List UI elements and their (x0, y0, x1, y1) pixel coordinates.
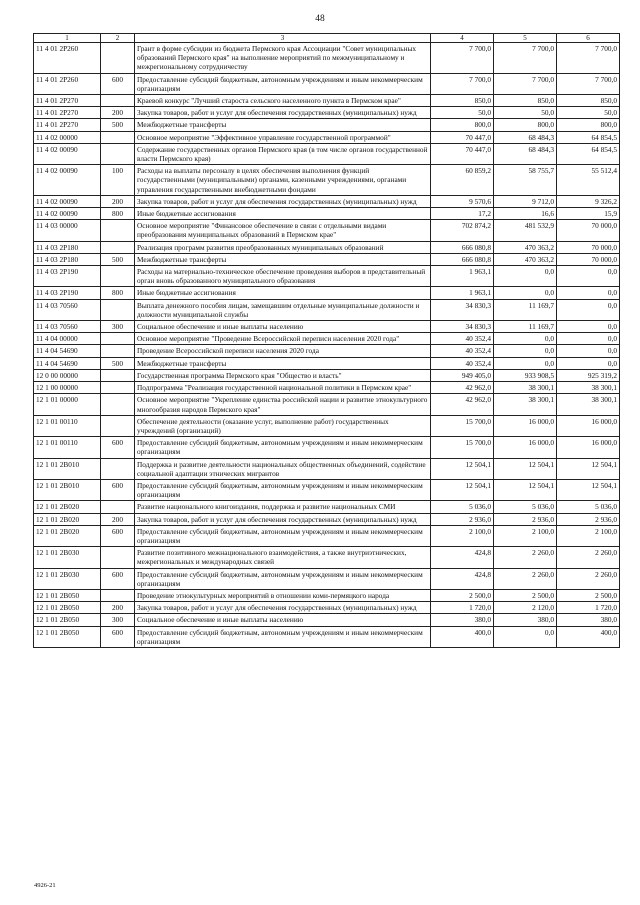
amount-year2-cell: 0,0 (494, 266, 557, 287)
expense-type-cell: 800 (101, 208, 135, 220)
item-name-cell: Межбюджетные трансферты (135, 357, 431, 369)
expense-type-cell (101, 501, 135, 513)
target-code-cell: 11 4 03 70560 (34, 321, 101, 333)
table-row (34, 345, 620, 357)
amount-year2-cell: 0,0 (494, 345, 557, 357)
table-row (34, 525, 620, 546)
expense-type-cell (101, 131, 135, 143)
target-code-cell: 11 4 01 2P270 (34, 107, 101, 119)
amount-year1-cell: 5 036,0 (431, 501, 494, 513)
amount-year2-cell: 50,0 (494, 107, 557, 119)
amount-year2-cell: 2 936,0 (494, 513, 557, 525)
amount-year1-cell: 15 700,0 (431, 415, 494, 436)
expense-type-cell (101, 95, 135, 107)
expense-type-cell: 500 (101, 357, 135, 369)
target-code-cell: 12 1 01 2B050 (34, 589, 101, 601)
expense-type-cell (101, 143, 135, 164)
amount-year1-cell: 15 700,0 (431, 437, 494, 458)
expense-type-cell: 300 (101, 614, 135, 626)
header-col-6: 6 (557, 34, 620, 43)
amount-year3-cell: 5 036,0 (557, 501, 620, 513)
item-name-cell: Закупка товаров, работ и услуг для обеспечения государственных (муниципальных) нужд (135, 513, 431, 525)
amount-year3-cell: 850,0 (557, 95, 620, 107)
table-row (34, 513, 620, 525)
table-row (34, 458, 620, 479)
amount-year1-cell: 702 874,2 (431, 220, 494, 241)
amount-year1-cell: 666 080,8 (431, 253, 494, 265)
amount-year3-cell: 16 000,0 (557, 437, 620, 458)
target-code-cell: 12 1 01 00110 (34, 437, 101, 458)
item-name-cell: Иные бюджетные ассигнования (135, 208, 431, 220)
amount-year1-cell: 70 447,0 (431, 131, 494, 143)
amount-year3-cell: 38 300,1 (557, 394, 620, 415)
expense-type-cell (101, 220, 135, 241)
amount-year1-cell: 40 352,4 (431, 345, 494, 357)
item-name-cell: Предоставление субсидий бюджетным, автономным учреждениям и иным некоммерческим организациям (135, 73, 431, 94)
amount-year2-cell: 2 120,0 (494, 602, 557, 614)
item-name-cell: Закупка товаров, работ и услуг для обеспечения государственных (муниципальных) нужд (135, 602, 431, 614)
amount-year3-cell: 0,0 (557, 333, 620, 345)
amount-year3-cell: 380,0 (557, 614, 620, 626)
expense-type-cell: 600 (101, 437, 135, 458)
target-code-cell: 11 4 04 00000 (34, 333, 101, 345)
item-name-cell: Основное мероприятие "Финансовое обеспечение в связи с отдельными видами преобразования муниципальных образований в Пермском крае" (135, 220, 431, 241)
header-col-3: 3 (135, 34, 431, 43)
amount-year2-cell: 38 300,1 (494, 394, 557, 415)
expense-type-cell: 600 (101, 568, 135, 589)
amount-year3-cell: 1 720,0 (557, 602, 620, 614)
amount-year1-cell: 17,2 (431, 208, 494, 220)
amount-year1-cell: 7 700,0 (431, 43, 494, 74)
amount-year3-cell: 70 000,0 (557, 241, 620, 253)
amount-year3-cell: 9 326,2 (557, 195, 620, 207)
table-row (34, 382, 620, 394)
table-row (34, 119, 620, 131)
target-code-cell: 11 4 03 70560 (34, 299, 101, 320)
amount-year2-cell: 16,6 (494, 208, 557, 220)
amount-year1-cell: 1 720,0 (431, 602, 494, 614)
header-col-4: 4 (431, 34, 494, 43)
amount-year3-cell: 64 854,5 (557, 131, 620, 143)
table-row (34, 107, 620, 119)
amount-year1-cell: 1 963,1 (431, 266, 494, 287)
amount-year1-cell: 9 570,6 (431, 195, 494, 207)
item-name-cell: Основное мероприятие "Эффективное управление государственной программой" (135, 131, 431, 143)
amount-year1-cell: 1 963,1 (431, 287, 494, 299)
amount-year1-cell: 800,0 (431, 119, 494, 131)
expense-type-cell: 200 (101, 513, 135, 525)
target-code-cell: 11 4 04 54690 (34, 357, 101, 369)
target-code-cell: 12 1 00 00000 (34, 382, 101, 394)
item-name-cell: Межбюджетные трансферты (135, 253, 431, 265)
target-code-cell: 11 4 01 2P260 (34, 43, 101, 74)
amount-year2-cell: 0,0 (494, 357, 557, 369)
expense-type-cell (101, 43, 135, 74)
amount-year3-cell: 15,9 (557, 208, 620, 220)
target-code-cell: 12 1 01 2B010 (34, 458, 101, 479)
expense-type-cell: 600 (101, 73, 135, 94)
amount-year2-cell: 800,0 (494, 119, 557, 131)
table-row (34, 501, 620, 513)
expense-type-cell: 100 (101, 165, 135, 196)
item-name-cell: Выплата денежного пособия лицам, замещавшим отдельные муниципальные должности и должности муниципальной службы (135, 299, 431, 320)
amount-year3-cell: 7 700,0 (557, 73, 620, 94)
target-code-cell: 12 1 01 2B020 (34, 513, 101, 525)
target-code-cell: 11 4 02 00090 (34, 143, 101, 164)
table-row (34, 195, 620, 207)
target-code-cell: 11 4 03 2P190 (34, 266, 101, 287)
expense-type-cell: 500 (101, 119, 135, 131)
amount-year3-cell: 50,0 (557, 107, 620, 119)
item-name-cell: Закупка товаров, работ и услуг для обеспечения государственных (муниципальных) нужд (135, 107, 431, 119)
amount-year2-cell: 0,0 (494, 626, 557, 647)
budget-table (33, 33, 620, 648)
expense-type-cell: 200 (101, 602, 135, 614)
expense-type-cell (101, 458, 135, 479)
expense-type-cell (101, 241, 135, 253)
amount-year2-cell: 12 504,1 (494, 479, 557, 500)
expense-type-cell: 600 (101, 479, 135, 500)
table-row (34, 165, 620, 196)
item-name-cell: Предоставление субсидий бюджетным, автономным учреждениям и иным некоммерческим организациям (135, 479, 431, 500)
amount-year1-cell: 12 504,1 (431, 479, 494, 500)
amount-year2-cell: 16 000,0 (494, 437, 557, 458)
amount-year2-cell: 0,0 (494, 287, 557, 299)
target-code-cell: 12 1 01 2B050 (34, 614, 101, 626)
amount-year2-cell: 38 300,1 (494, 382, 557, 394)
item-name-cell: Содержание государственных органов Пермского края (в том числе органов государственной власти Пермского края) (135, 143, 431, 164)
amount-year2-cell: 2 260,0 (494, 547, 557, 568)
table-row (34, 479, 620, 500)
target-code-cell: 12 1 01 00110 (34, 415, 101, 436)
target-code-cell: 12 1 01 2B030 (34, 568, 101, 589)
target-code-cell: 12 1 01 2B030 (34, 547, 101, 568)
amount-year3-cell: 0,0 (557, 321, 620, 333)
amount-year1-cell: 40 352,4 (431, 333, 494, 345)
amount-year2-cell: 68 484,3 (494, 143, 557, 164)
table-row (34, 266, 620, 287)
amount-year1-cell: 2 936,0 (431, 513, 494, 525)
table-row (34, 208, 620, 220)
item-name-cell: Закупка товаров, работ и услуг для обеспечения государственных (муниципальных) нужд (135, 195, 431, 207)
target-code-cell: 11 4 02 00000 (34, 131, 101, 143)
amount-year2-cell: 850,0 (494, 95, 557, 107)
amount-year3-cell: 2 936,0 (557, 513, 620, 525)
table-row (34, 415, 620, 436)
table-row (34, 299, 620, 320)
amount-year3-cell: 2 260,0 (557, 547, 620, 568)
item-name-cell: Подпрограмма "Реализация государственной национальной политики в Пермском крае" (135, 382, 431, 394)
item-name-cell: Основное мероприятие "Укрепление единства российской нации и развитие этнокультурного многообразия народов Пермского края" (135, 394, 431, 415)
target-code-cell: 12 1 01 2B020 (34, 501, 101, 513)
table-row (34, 589, 620, 601)
header-col-2: 2 (101, 34, 135, 43)
amount-year1-cell: 42 962,0 (431, 394, 494, 415)
amount-year3-cell: 16 000,0 (557, 415, 620, 436)
amount-year1-cell: 424,8 (431, 547, 494, 568)
amount-year3-cell: 0,0 (557, 266, 620, 287)
table-row (34, 369, 620, 381)
item-name-cell: Предоставление субсидий бюджетным, автономным учреждениям и иным некоммерческим организациям (135, 437, 431, 458)
item-name-cell: Расходы на материально-техническое обеспечение проведения выборов в представительный орган вновь образованного муниципального образования (135, 266, 431, 287)
target-code-cell: 11 4 02 00090 (34, 208, 101, 220)
item-name-cell: Основное мероприятие "Проведение Всероссийской переписи населения 2020 года" (135, 333, 431, 345)
target-code-cell: 11 4 02 00090 (34, 165, 101, 196)
footer-code: 4926-21 (34, 882, 56, 889)
item-name-cell: Предоставление субсидий бюджетным, автономным учреждениям и иным некоммерческим организациям (135, 626, 431, 647)
amount-year1-cell: 2 500,0 (431, 589, 494, 601)
amount-year3-cell: 2 100,0 (557, 525, 620, 546)
amount-year1-cell: 850,0 (431, 95, 494, 107)
item-name-cell: Предоставление субсидий бюджетным, автономным учреждениям и иным некоммерческим организациям (135, 525, 431, 546)
amount-year3-cell: 0,0 (557, 287, 620, 299)
table-row (34, 220, 620, 241)
amount-year3-cell: 64 854,5 (557, 143, 620, 164)
target-code-cell: 11 4 03 2P180 (34, 253, 101, 265)
item-name-cell: Краевой конкурс "Лучший староста сельского населенного пункта в Пермском крае" (135, 95, 431, 107)
amount-year1-cell: 2 100,0 (431, 525, 494, 546)
amount-year2-cell: 5 036,0 (494, 501, 557, 513)
amount-year3-cell: 12 504,1 (557, 458, 620, 479)
amount-year2-cell: 380,0 (494, 614, 557, 626)
expense-type-cell (101, 333, 135, 345)
table-row (34, 321, 620, 333)
target-code-cell: 12 1 01 2B020 (34, 525, 101, 546)
amount-year3-cell: 925 319,2 (557, 369, 620, 381)
amount-year2-cell: 58 755,7 (494, 165, 557, 196)
expense-type-cell: 200 (101, 107, 135, 119)
amount-year2-cell: 7 700,0 (494, 73, 557, 94)
expense-type-cell (101, 589, 135, 601)
table-row (34, 131, 620, 143)
table-row (34, 333, 620, 345)
amount-year2-cell: 0,0 (494, 333, 557, 345)
table-row (34, 614, 620, 626)
table-row (34, 287, 620, 299)
amount-year2-cell: 9 712,0 (494, 195, 557, 207)
expense-type-cell: 200 (101, 195, 135, 207)
item-name-cell: Иные бюджетные ассигнования (135, 287, 431, 299)
table-row (34, 95, 620, 107)
table-row (34, 357, 620, 369)
target-code-cell: 11 4 01 2P270 (34, 95, 101, 107)
amount-year1-cell: 7 700,0 (431, 73, 494, 94)
target-code-cell: 11 4 03 00000 (34, 220, 101, 241)
target-code-cell: 11 4 02 00090 (34, 195, 101, 207)
target-code-cell: 11 4 03 2P180 (34, 241, 101, 253)
amount-year3-cell: 800,0 (557, 119, 620, 131)
expense-type-cell: 600 (101, 525, 135, 546)
amount-year2-cell: 470 363,2 (494, 241, 557, 253)
item-name-cell: Реализация программ развития преобразованных муниципальных образований (135, 241, 431, 253)
table-row (34, 73, 620, 94)
table-header-row (34, 34, 620, 43)
amount-year3-cell: 38 300,1 (557, 382, 620, 394)
item-name-cell: Социальное обеспечение и иные выплаты населению (135, 614, 431, 626)
amount-year1-cell: 50,0 (431, 107, 494, 119)
item-name-cell: Обеспечение деятельности (оказание услуг, выполнение работ) государственных учреждений (организаций) (135, 415, 431, 436)
amount-year2-cell: 11 169,7 (494, 299, 557, 320)
expense-type-cell (101, 266, 135, 287)
amount-year3-cell: 2 500,0 (557, 589, 620, 601)
target-code-cell: 11 4 01 2P260 (34, 73, 101, 94)
item-name-cell: Развитие национального книгоиздания, поддержка и развитие национальных СМИ (135, 501, 431, 513)
amount-year2-cell: 11 169,7 (494, 321, 557, 333)
table-row (34, 437, 620, 458)
amount-year2-cell: 2 500,0 (494, 589, 557, 601)
amount-year1-cell: 949 405,0 (431, 369, 494, 381)
amount-year2-cell: 2 100,0 (494, 525, 557, 546)
amount-year2-cell: 2 260,0 (494, 568, 557, 589)
table-row (34, 602, 620, 614)
amount-year1-cell: 34 830,3 (431, 321, 494, 333)
amount-year1-cell: 60 859,2 (431, 165, 494, 196)
table-row (34, 143, 620, 164)
header-col-1: 1 (34, 34, 101, 43)
table-row (34, 394, 620, 415)
amount-year3-cell: 55 512,4 (557, 165, 620, 196)
amount-year1-cell: 40 352,4 (431, 357, 494, 369)
item-name-cell: Развитие позитивного межнационального взаимодействия, а также внутриэтнических, межрегиональных и международных связей (135, 547, 431, 568)
amount-year3-cell: 7 700,0 (557, 43, 620, 74)
table-row (34, 241, 620, 253)
amount-year3-cell: 400,0 (557, 626, 620, 647)
amount-year3-cell: 12 504,1 (557, 479, 620, 500)
target-code-cell: 12 1 01 2B050 (34, 602, 101, 614)
expense-type-cell (101, 394, 135, 415)
amount-year2-cell: 68 484,3 (494, 131, 557, 143)
item-name-cell: Грант в форме субсидии из бюджета Пермского края Ассоциации "Совет муниципальных образований Пермского края" на выполнение мероприятий по межмуниципальному и межрегиональному сотрудничеству (135, 43, 431, 74)
amount-year1-cell: 42 962,0 (431, 382, 494, 394)
expense-type-cell: 300 (101, 321, 135, 333)
item-name-cell: Государственная программа Пермского края "Общество и власть" (135, 369, 431, 381)
amount-year3-cell: 70 000,0 (557, 253, 620, 265)
amount-year3-cell: 0,0 (557, 299, 620, 320)
table-row (34, 626, 620, 647)
amount-year2-cell: 16 000,0 (494, 415, 557, 436)
header-col-5: 5 (494, 34, 557, 43)
expense-type-cell: 500 (101, 253, 135, 265)
table-row (34, 253, 620, 265)
amount-year3-cell: 0,0 (557, 357, 620, 369)
amount-year1-cell: 12 504,1 (431, 458, 494, 479)
table-row (34, 43, 620, 74)
expense-type-cell (101, 345, 135, 357)
expense-type-cell (101, 299, 135, 320)
target-code-cell: 12 1 01 2B050 (34, 626, 101, 647)
item-name-cell: Проведение Всероссийской переписи населения 2020 года (135, 345, 431, 357)
target-code-cell: 11 4 04 54690 (34, 345, 101, 357)
amount-year1-cell: 380,0 (431, 614, 494, 626)
amount-year2-cell: 933 908,5 (494, 369, 557, 381)
target-code-cell: 12 0 00 00000 (34, 369, 101, 381)
page-number: 48 (315, 14, 325, 24)
expense-type-cell (101, 369, 135, 381)
amount-year2-cell: 470 363,2 (494, 253, 557, 265)
amount-year3-cell: 0,0 (557, 345, 620, 357)
target-code-cell: 11 4 01 2P270 (34, 119, 101, 131)
item-name-cell: Поддержка и развитие деятельности национальных общественных объединений, содействие социальной адаптации этнических мигрантов (135, 458, 431, 479)
table-row (34, 547, 620, 568)
amount-year3-cell: 2 260,0 (557, 568, 620, 589)
table-body (34, 43, 620, 648)
amount-year1-cell: 70 447,0 (431, 143, 494, 164)
item-name-cell: Проведение этнокультурных мероприятий в отношении коми-пермяцкого народа (135, 589, 431, 601)
table-row (34, 568, 620, 589)
amount-year1-cell: 666 080,8 (431, 241, 494, 253)
amount-year1-cell: 34 830,3 (431, 299, 494, 320)
item-name-cell: Предоставление субсидий бюджетным, автономным учреждениям и иным некоммерческим организациям (135, 568, 431, 589)
item-name-cell: Расходы на выплаты персоналу в целях обеспечения выполнения функций государственными (муниципальными) органами, казенными учреждениями, органами управления государственными внебюджетными фондами (135, 165, 431, 196)
amount-year1-cell: 424,8 (431, 568, 494, 589)
target-code-cell: 11 4 03 2P190 (34, 287, 101, 299)
amount-year1-cell: 400,0 (431, 626, 494, 647)
amount-year2-cell: 481 532,9 (494, 220, 557, 241)
expense-type-cell (101, 382, 135, 394)
item-name-cell: Межбюджетные трансферты (135, 119, 431, 131)
target-code-cell: 12 1 01 00000 (34, 394, 101, 415)
expense-type-cell (101, 547, 135, 568)
expense-type-cell: 800 (101, 287, 135, 299)
amount-year2-cell: 12 504,1 (494, 458, 557, 479)
expense-type-cell (101, 415, 135, 436)
target-code-cell: 12 1 01 2B010 (34, 479, 101, 500)
amount-year3-cell: 70 000,0 (557, 220, 620, 241)
expense-type-cell: 600 (101, 626, 135, 647)
amount-year2-cell: 7 700,0 (494, 43, 557, 74)
item-name-cell: Социальное обеспечение и иные выплаты населению (135, 321, 431, 333)
